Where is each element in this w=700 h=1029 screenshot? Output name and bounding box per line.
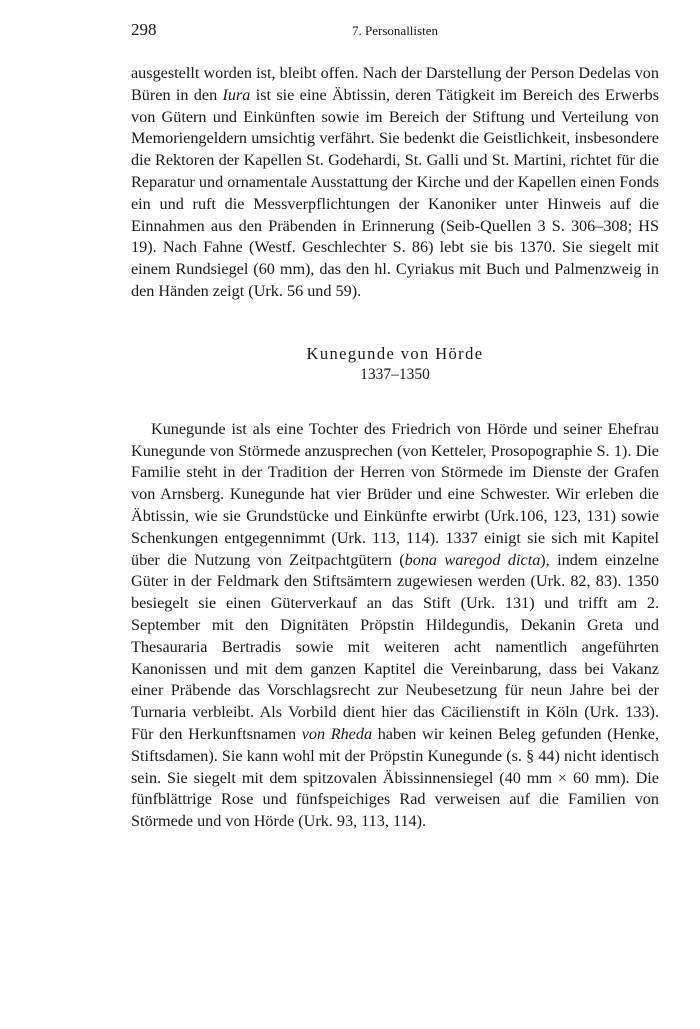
entry-name: Kunegunde von Hörde <box>306 343 484 363</box>
italic-term-iura: Iura <box>222 85 251 104</box>
italic-term-von-rheda: von Rheda <box>301 724 373 743</box>
italic-term-bona-waregod: bona waregod dicta <box>404 550 541 569</box>
entry-heading <box>131 343 659 385</box>
entry-dates: 1337–1350 <box>360 365 430 383</box>
paragraph-text: haben wir keinen Beleg gefunden (Henke, Stiftsdamen). Sie kann wohl mit der Pröpstin Kunegunde (s. § 44) nicht identisch sein. Sie siegelt mit dem spitzovalen Äbissinnensiegel (40 mm × 60 mm). Die fünfblättrige Rose und fünfspeichiges Rad verweisen auf die Familien von Störmede und von Hörde (Urk. 93, 113, 114). <box>131 724 659 831</box>
paragraph-dedela-continuation <box>131 63 659 303</box>
running-head <box>131 20 659 44</box>
paragraph-kunegunde <box>131 419 659 833</box>
paragraph-text: Kunegunde ist als eine Tochter des Friedrich von Hörde und seiner Ehefrau Kunegunde von Störmede anzusprechen (von Ketteler, Prosopographie S. 1). Die Familie steht in der Tradition der Herren von Störmede im Dienste der Grafen von Arnsberg. Kunegunde hat vier Brüder und eine Schwester. Wir erleben die Äbtissin, wie sie Grundstücke und Einkünfte erwirbt (Urk.106, 123, 131) sowie Schenkungen entgegennimmt (Urk. 113, 114). 1337 einigt sie sich mit Kapitel über die Nutzung von Zeitpachtgütern ( <box>131 419 659 569</box>
paragraph-text: ), indem einzelne Güter in der Feldmark den Stiftsämtern zugewiesen werden (Urk. 82, 83). 1350 besiegelt sie einen Güterverkauf an das Stift (Urk. 131) und trifft am 2. September mit den Dignitäten Pröpstin Hildegundis, Dekanin Greta und Thesauraria Bertradis sowie mit weiteren acht namentlich angeführten Kanonissen und mit dem ganzen Kaptitel die Vereinbarung, dass bei Vakanz einer Präbende das Vorschlagsrecht zur Neubesetzung für neun Jahre bei der Turnaria verbleibt. Als Vorbild dient hier das Cäcilienstift in Köln (Urk. 133). Für den Herkunftsnamen <box>131 550 659 743</box>
page-number: 298 <box>131 20 157 39</box>
paragraph-text: ausgestellt worden ist, bleibt offen. Nach der Darstellung der Person Dedelas von Büren in den <box>131 64 659 104</box>
body-text <box>131 63 659 833</box>
chapter-title: 7. Personallisten <box>352 23 438 38</box>
paragraph-text: ist sie eine Äbtissin, deren Tätigkeit im Bereich des Erwerbs von Gütern und Einkünften sowie im Bereich der Stiftung und Verteilung von Memoriengeldern umsichtig verfährt. Sie bedenkt die Geistlichkeit, insbesondere die Rektoren der Kapellen St. Godehardi, St. Galli und St. Martini, richtet für die Reparatur und ornamentale Ausstattung der Kirche und der Kapellen einen Fonds ein und ruft die Messverpflichtungen der Kanoniker unter Hinweis auf die Einnahmen aus den Präbenden in Erinnerung (Seib-Quellen 3 S. 306–308; HS 19). Nach Fahne (Westf. Geschlechter S. 86) lebt sie bis 1370. Sie siegelt mit einem Rundsiegel (60 mm), das den hl. Cyriakus mit Buch und Palmenzweig in den Händen zeigt (Urk. 56 und 59). <box>131 85 659 300</box>
